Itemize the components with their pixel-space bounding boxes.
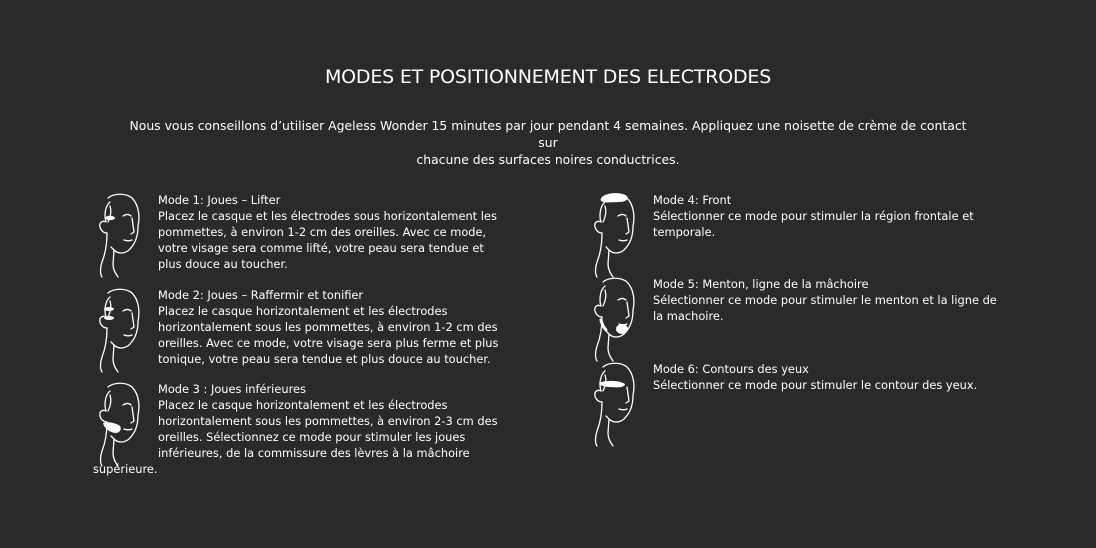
mode-description-line: votre visage sera comme lifté, votre peau sera tendue et [158,241,484,255]
mode-description-line: horizontalement sous les pommettes, à environ 2-3 cm des [158,414,498,428]
mode-title: Mode 5: Menton, ligne de la mâchoire [653,277,869,291]
face-cheeks-firm-icon [94,287,146,373]
mode-description-line: Sélectionner ce mode pour stimuler la région frontale et [653,209,974,223]
intro-text [120,117,976,168]
mode-description-line: horizontalement sous les pommettes, à environ 1-2 cm des [158,320,498,334]
mode-title: Mode 3 : Joues inférieures [158,382,306,396]
intro-line-1: Nous vous conseillons d’utiliser Ageless Wonder 15 minutes par jour pendant 4 semaines. Appliquez une noisette de crème de contact sur [129,118,967,150]
mode-description-line: Sélectionner ce mode pour stimuler le contour des yeux. [653,378,978,392]
mode-description-line: tonique, votre peau sera tendue et plus douce au toucher. [158,352,491,366]
face-eye-contour-icon [589,361,641,447]
mode-title: Mode 6: Contours des yeux [653,362,809,376]
mode-description-line: oreilles. Sélectionnez ce mode pour stimuler les joues [158,430,466,444]
mode-description-line: pommettes, à environ 1-2 cm des oreilles. Avec ce mode, [158,225,487,239]
mode-title: Mode 4: Front [653,193,732,207]
mode-description-line: Placez le casque horizontalement et les électrodes [158,304,448,318]
face-forehead-icon [589,192,641,278]
mode-description-line: temporale. [653,225,716,239]
mode-description-line: plus douce au toucher. [158,257,288,271]
face-cheeks-lift-icon [94,192,146,278]
intro-line-2: chacune des surfaces noires conductrices. [416,152,680,167]
mode-title: Mode 2: Joues – Raffermir et tonifier [158,288,364,302]
mode-description-line: oreilles. Avec ce mode, votre visage sera plus ferme et plus [158,336,499,350]
mode-description-line: Placez le casque horizontalement et les électrodes [158,398,448,412]
page-title: MODES ET POSITIONNEMENT DES ELECTRODES [324,66,772,88]
mode-title: Mode 1: Joues – Lifter [158,193,281,207]
mode-description-line: inférieures, de la commissure des lèvres à la mâchoire [158,446,470,460]
mode-description-line: la machoire. [653,309,724,323]
mode-description-line: Placez le casque et les électrodes sous horizontalement les [158,209,497,223]
mode-description-tail: supérieure. [93,462,158,476]
mode-description-line: Sélectionner ce mode pour stimuler le menton et la ligne de [653,293,997,307]
face-lower-cheeks-icon [94,381,146,467]
face-chin-jaw-icon [589,276,641,362]
